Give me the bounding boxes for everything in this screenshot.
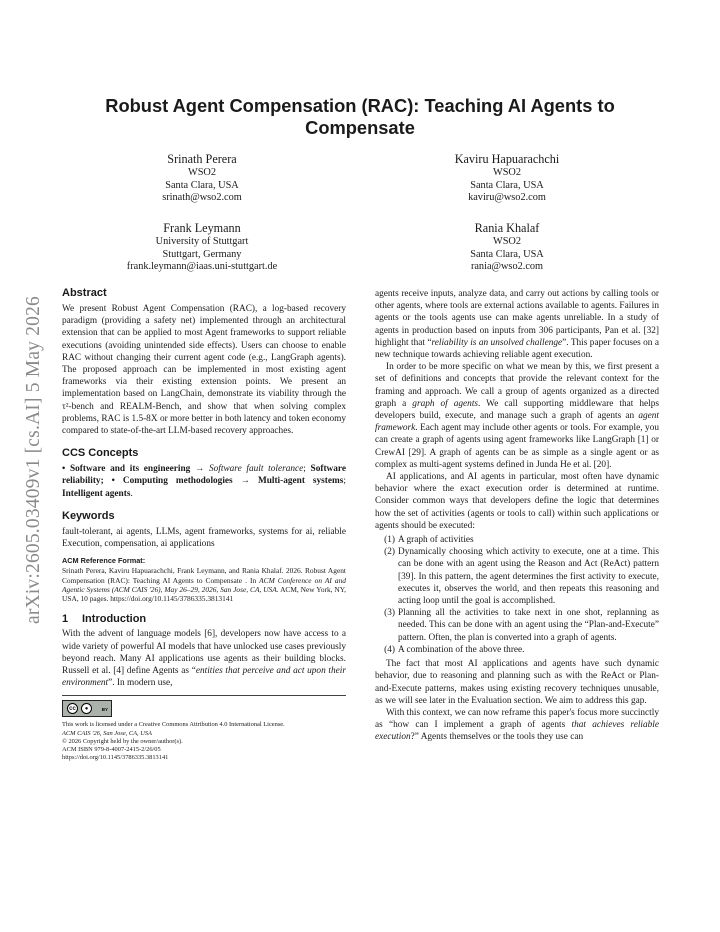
author-org: WSO2 <box>492 167 522 178</box>
body-text: . Each agent may include other agents or tools. For example, you can create a graph of agents using agent frameworks like LangGraph [1] or CrewAI [29]. A graph of agents can be as simple as a single agent or as complex as multi-agent systems defined in Junda He et al. [20]. <box>375 423 659 470</box>
author-block <box>82 221 322 274</box>
author-name: Frank Leymann <box>163 221 241 235</box>
body-text: ?” Agents themselves or the tools they use can <box>410 732 584 743</box>
body-text: With this context, we can now reframe this paper's focus more succinctly as “how can I implement a graph of agents <box>375 707 659 731</box>
list-item <box>375 546 659 607</box>
ccs-part: Software reliability <box>62 464 346 487</box>
body-text: agents receive inputs, analyze data, and carry out actions by calling tools or other agents, where tools are external actions available to agents. Failures in agents or the tools agents use can make agents unreliable. In a study of agents in production based on inputs from 306 participants, Pan et al. [32] highlight that “ <box>375 289 659 348</box>
body-paragraph <box>375 288 659 361</box>
body-paragraph: The fact that most AI applications and agents have such dynamic behavior, due to reasoning and planning such as with the ReAct or Plan-and-Execute patterns, makes using existing recovery techniques unusable, as we will see later in the Evaluation section. We aim to address this gap. <box>375 659 659 706</box>
author-block <box>387 152 627 205</box>
list-number: (4) <box>384 644 395 655</box>
abstract-heading: Abstract <box>62 287 107 299</box>
body-text: . We call supporting middleware that helps developers build, execute, and manage such a graph of agents an <box>375 398 659 422</box>
ccs-part: Software fault tolerance <box>208 464 304 475</box>
cc-by-text: BY <box>101 707 108 713</box>
author-name: Srinath Perera <box>167 152 237 166</box>
abstract-text: We present Robust Agent Compensation (RAC), a log-based recovery paradigm (providing a safety net) implemented through an architectural extension that can be applied to most Agent frameworks to support reliable executions (avoiding unintended side effects). Users can choose to enable RAC without changing their current agent code (e.g., LangGraph agents). The proposed approach can be implemented in most existing agent frameworks via their existing extension points. We present an implementation based on LangChain, demonstrate its viability through the τ²-bench and REALM-Bench, and show that when solving complex problems, RAC is 1.5-8X or more better in both latency and token economy compared to state-of-the-art LLM-based recovery approaches. <box>62 304 346 437</box>
list-number: (2) <box>384 547 395 558</box>
cc-license-badge[interactable] <box>62 700 346 717</box>
license-line: This work is licensed under a Creative Commons Attribution 4.0 International License. <box>62 721 285 729</box>
body-text: In order to be more specific on what we mean by this, we first present a set of definitions and concepts that provide the relevant context for the framing and approach. We call a group of agents organized as a directed graph a <box>375 362 659 409</box>
author-org: WSO2 <box>187 167 217 178</box>
author-email[interactable]: srinath@wso2.com <box>162 192 242 203</box>
keywords-heading: Keywords <box>62 509 115 522</box>
author-org: University of Stuttgart <box>155 236 249 247</box>
list-item <box>375 534 659 546</box>
acm-ref-text <box>62 566 346 603</box>
author-location: Stuttgart, Germany <box>162 248 242 260</box>
section-number: 1 <box>62 613 69 626</box>
cc-logo-icon: cc <box>67 703 78 714</box>
ccs-arrow: → <box>232 476 258 487</box>
author-name: Rania Khalaf <box>474 221 540 235</box>
ccs-part: ; <box>303 464 311 475</box>
license-venue: ACM CAIS '26, San Jose, CA, USA <box>62 729 152 737</box>
list-text: A graph of activities <box>398 535 474 546</box>
body-quote: that achieves reliable execution <box>375 720 659 743</box>
license-isbn: ACM ISBN 979-8-4007-2415-2/26/05 <box>62 746 161 754</box>
list-item <box>375 607 659 644</box>
ccs-part: . <box>130 488 133 499</box>
body-quote: reliability is an unsolved challenge <box>431 337 563 348</box>
footnote-rule <box>62 695 346 696</box>
acm-ref-venue: ACM Conference on AI and Agentic Systems (ACM CAIS '26), May 26–29, 2026, San Jose, CA, USA. <box>62 575 346 594</box>
title-line-2: Compensate <box>305 117 415 138</box>
ccs-part: ; • <box>100 476 123 487</box>
author-block <box>387 221 627 274</box>
author-email[interactable]: kaviru@wso2.com <box>468 192 546 203</box>
list-text: A combination of the above three. <box>398 644 525 655</box>
license-copyright: © 2026 Copyright held by the owner/author(s). <box>62 737 183 745</box>
right-column <box>375 288 659 744</box>
paper-title <box>62 95 658 139</box>
list-number: (1) <box>384 535 395 546</box>
acm-ref-heading: ACM Reference Format: <box>62 556 146 566</box>
by-person-icon: ● <box>81 703 92 714</box>
body-paragraph: AI applications, and AI agents in particular, most often have dynamic behavior where the exact execution order is determined at runtime. Consider common ways that developers define the logic that determines how the set of activities (agents or tools to call) within such applications or agents should be executed: <box>375 472 659 531</box>
author-block <box>82 152 322 205</box>
left-column <box>62 286 346 762</box>
ccs-part: • Software and its engineering <box>62 464 191 475</box>
author-name: Kaviru Hapuarachchi <box>454 152 560 166</box>
title-line-1: Robust Agent Compensation (RAC): Teaching AI Agents to <box>105 95 615 116</box>
body-paragraph <box>375 361 659 471</box>
arxiv-id-text: arXiv:2605.03409v1 [cs.AI] 5 May 2026 <box>23 295 44 625</box>
section-title: Introduction <box>82 613 147 626</box>
activity-list <box>375 534 659 656</box>
license-doi[interactable]: https://doi.org/10.1145/3786335.3813141 <box>62 754 169 762</box>
acm-ref-part: ACM, New York, NY, USA, 10 pages. https://doi.org/10.1145/3786335.3813141 <box>62 584 346 604</box>
intro-text: ”. In modern use, <box>108 678 173 689</box>
author-location: Santa Clara, USA <box>165 179 239 191</box>
list-text: Dynamically choosing which activity to execute, one at a time. This can be done with an agent using the Reason and Act (ReAct) pattern [39]. In this pattern, the agent determines the first activity to execute, executes it, observes the world, and then repeats this reasoning and acting loop until the goal is accomplished. <box>398 547 659 607</box>
ccs-part: Intelligent agents <box>62 488 131 499</box>
author-email[interactable]: frank.leymann@iaas.uni-stuttgart.de <box>126 261 278 272</box>
intro-heading <box>62 612 346 626</box>
term-agent-framework: agent framework <box>375 411 659 434</box>
term-graph-of-agents: graph of agents <box>412 398 479 409</box>
list-number: (3) <box>384 608 395 619</box>
author-location: Santa Clara, USA <box>470 248 544 260</box>
ccs-concepts <box>62 463 346 500</box>
author-location: Santa Clara, USA <box>470 179 544 191</box>
intro-quote: entities that perceive and act upon their environment <box>62 666 346 689</box>
cc-by-icon <box>62 700 112 717</box>
list-text: Planning all the activities to take next in one shot, replanning as needed. This can be done with an agent using the “Plan-and-Execute” pattern. Often, the plan is converted into a graph of agents. <box>398 608 659 643</box>
author-org: WSO2 <box>492 236 522 247</box>
acm-ref-part: Srinath Perera, Kaviru Hapuarachchi, Frank Leymann, and Rania Khalaf. 2026. Robust Agent Compensation (RAC): Teaching AI Agents to Compensate . In <box>62 566 346 585</box>
ccs-part: Computing methodologies <box>122 476 233 487</box>
ccs-part: Multi-agent systems <box>257 476 344 487</box>
intro-paragraph <box>62 628 346 689</box>
author-email[interactable]: rania@wso2.com <box>470 261 544 272</box>
ccs-part: ; <box>343 476 346 487</box>
intro-text: With the advent of language models [6], developers now have access to a wide variety of powerful AI models that have unlocked use cases previously beyond reach. Many AI applications use agents as their building blocks. Russell et al. [4] define Agents as “ <box>62 629 346 677</box>
arxiv-side-identifier <box>20 250 48 670</box>
body-paragraph <box>375 707 659 744</box>
body-text: ”. This paper focuses on a new technique towards achieving reliable agent execution. <box>375 337 659 361</box>
ccs-heading: CCS Concepts <box>62 447 139 460</box>
list-item <box>375 644 659 656</box>
ccs-arrow: → <box>190 464 209 475</box>
keywords-text: fault-tolerant, ai agents, LLMs, agent frameworks, systems for ai, reliable Execution, compensation, ai applications <box>62 526 346 550</box>
